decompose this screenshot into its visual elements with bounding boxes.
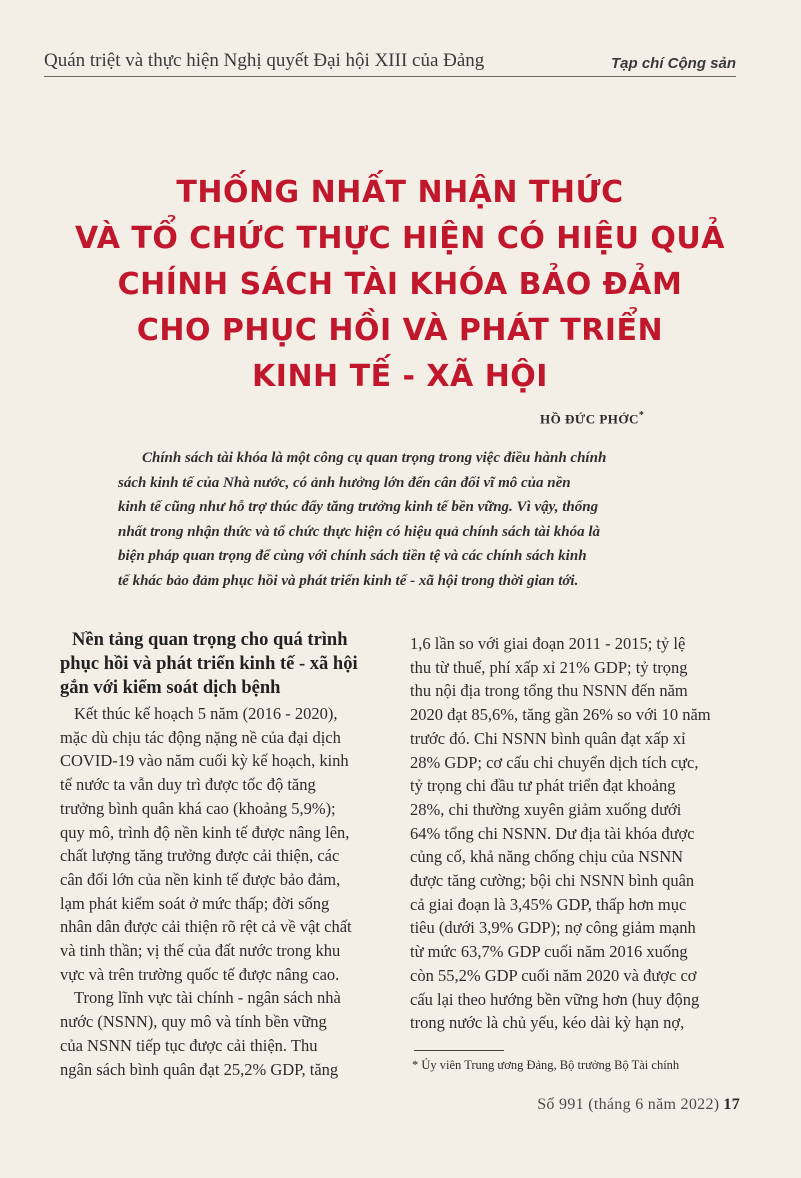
body-line: trong nước là chủ yếu, kéo dài kỳ hạn nợ, (410, 1013, 685, 1033)
body-line: mặc dù chịu tác động nặng nề của đại dịch (60, 727, 341, 747)
body-line: cấu lại theo hướng bền vững hơn (huy động (410, 989, 700, 1009)
body-line: chất lượng tăng trưởng được cải thiện, các (60, 846, 340, 866)
title-line: CHÍNH SÁCH TÀI KHÓA BẢO ĐẢM (117, 267, 683, 302)
section-heading (60, 628, 386, 700)
article-title (60, 170, 740, 400)
body-line: ngân sách bình quân đạt 25,2% GDP, tăng (60, 1059, 339, 1079)
body-line: Trong lĩnh vực tài chính - ngân sách nhà (74, 988, 341, 1008)
lead-line: tế khác bảo đảm phục hồi và phát triển kinh tế - xã hội trong thời gian tới. (118, 572, 579, 589)
body-line: cân đối lớn của nền kinh tế được bảo đảm, (60, 869, 341, 889)
running-header (44, 40, 736, 72)
section-label: Quán triệt và thực hiện Nghị quyết Đại hội XIII của Đảng (44, 50, 485, 71)
page-number: 17 (723, 1096, 740, 1113)
body-line: 1,6 lần so với giai đoạn 2011 - 2015; tỷ lệ (410, 634, 686, 653)
heading-line: gắn với kiểm soát dịch bệnh (60, 678, 281, 698)
body-line: vực và trên trường quốc tế được nâng cao. (60, 964, 340, 984)
magazine-name: Tạp chí Cộng sản (610, 55, 736, 72)
body-line: còn 55,2% GDP cuối năm 2020 và được cơ (410, 965, 697, 985)
heading-line: phục hồi và phát triển kinh tế - xã hội (60, 654, 358, 674)
author-name: HỒ ĐỨC PHỚC (540, 411, 639, 427)
heading-line: Nền tảng quan trọng cho quá trình (72, 630, 348, 650)
body-line: nhân dân được cải thiện rõ rệt cả về vật chất (60, 917, 352, 937)
body-line: lạm phát kiểm soát ở mức thấp; đời sống (60, 893, 330, 913)
body-line: trước đó. Chi NSNN bình quân đạt xấp xỉ (410, 728, 686, 748)
lead-line: sách kinh tế của Nhà nước, có ảnh hưởng lớn đến cân đối vĩ mô của nền (118, 474, 571, 491)
lead-paragraph (118, 446, 678, 593)
body-line: thu nội địa trong tổng thu NSNN đến năm (410, 681, 688, 701)
body-line: 28% GDP; cơ cấu chi chuyển dịch tích cực, (410, 752, 699, 772)
author-footnote-mark: * (638, 410, 645, 421)
body-line: tỷ trọng chi đầu tư phát triển đạt khoảng (410, 776, 676, 796)
body-line: củng cố, khả năng chống chịu của NSNN (410, 847, 684, 867)
body-line: 2020 đạt 85,6%, tăng gần 26% so với 10 năm (410, 705, 711, 725)
body-line: được tăng cường; bội chi NSNN bình quân (410, 871, 695, 891)
body-line: COVID-19 vào năm cuối kỳ kế hoạch, kinh (60, 751, 349, 771)
left-column-body (60, 702, 386, 1081)
author-footnote: * Ủy viên Trung ương Đảng, Bộ trưởng Bộ Tài chính (412, 1058, 680, 1072)
lead-line: Chính sách tài khóa là một công cụ quan trọng trong việc điều hành chính (142, 450, 607, 466)
footnote-divider (414, 1050, 504, 1051)
lead-line: nhất trong nhận thức và tổ chức thực hiện có hiệu quả chính sách tài khóa là (118, 523, 601, 540)
issue-info: Số 991 (tháng 6 năm 2022) (537, 1096, 720, 1113)
body-line: và tinh thần; vị thế của đất nước trong khu (60, 941, 341, 961)
header-rule (44, 76, 736, 77)
body-line: trưởng bình quân khá cao (khoảng 5,9%); (60, 798, 336, 818)
body-line: nước (NSNN), quy mô và tính bền vững (60, 1012, 327, 1032)
body-line: quy mô, trình độ nền kinh tế được nâng lên, (60, 822, 350, 842)
body-line: từ mức 63,7% GDP cuối năm 2016 xuống (410, 942, 688, 962)
body-line: Kết thúc kế hoạch 5 năm (2016 - 2020), (74, 704, 338, 723)
body-line: thu từ thuế, phí xấp xỉ 21% GDP; tỷ trọng (410, 657, 688, 677)
title-line: KINH TẾ - XÃ HỘI (252, 359, 548, 394)
lead-line: kinh tế cũng như hỗ trợ thúc đẩy tăng trưởng kinh tế bền vững. Vì vậy, thống (118, 499, 599, 515)
lead-line: biện pháp quan trọng để cùng với chính sách tiền tệ và các chính sách kinh (118, 548, 587, 564)
body-line: của NSNN tiếp tục được cải thiện. Thu (60, 1035, 318, 1055)
title-line: CHO PHỤC HỒI VÀ PHÁT TRIỂN (136, 313, 664, 348)
left-column (60, 628, 386, 1081)
body-line: tiêu (dưới 3,9% GDP); nợ công giảm mạnh (410, 918, 696, 938)
body-line: cả giai đoạn là 3,45% GDP, thấp hơn mục (410, 894, 687, 914)
body-line: 64% tổng chi NSNN. Dư địa tài khóa được (410, 823, 695, 843)
title-line: VÀ TỔ CHỨC THỰC HIỆN CÓ HIỆU QUẢ (75, 221, 725, 256)
title-line: THỐNG NHẤT NHẬN THỨC (176, 175, 624, 210)
right-column (410, 632, 736, 1035)
body-line: tế nước ta vẫn duy trì được tốc độ tăng (60, 775, 316, 795)
author-byline (540, 410, 720, 427)
page-footer (470, 1096, 740, 1114)
body-line: 28%, chi thường xuyên giảm xuống dưới (410, 799, 682, 819)
